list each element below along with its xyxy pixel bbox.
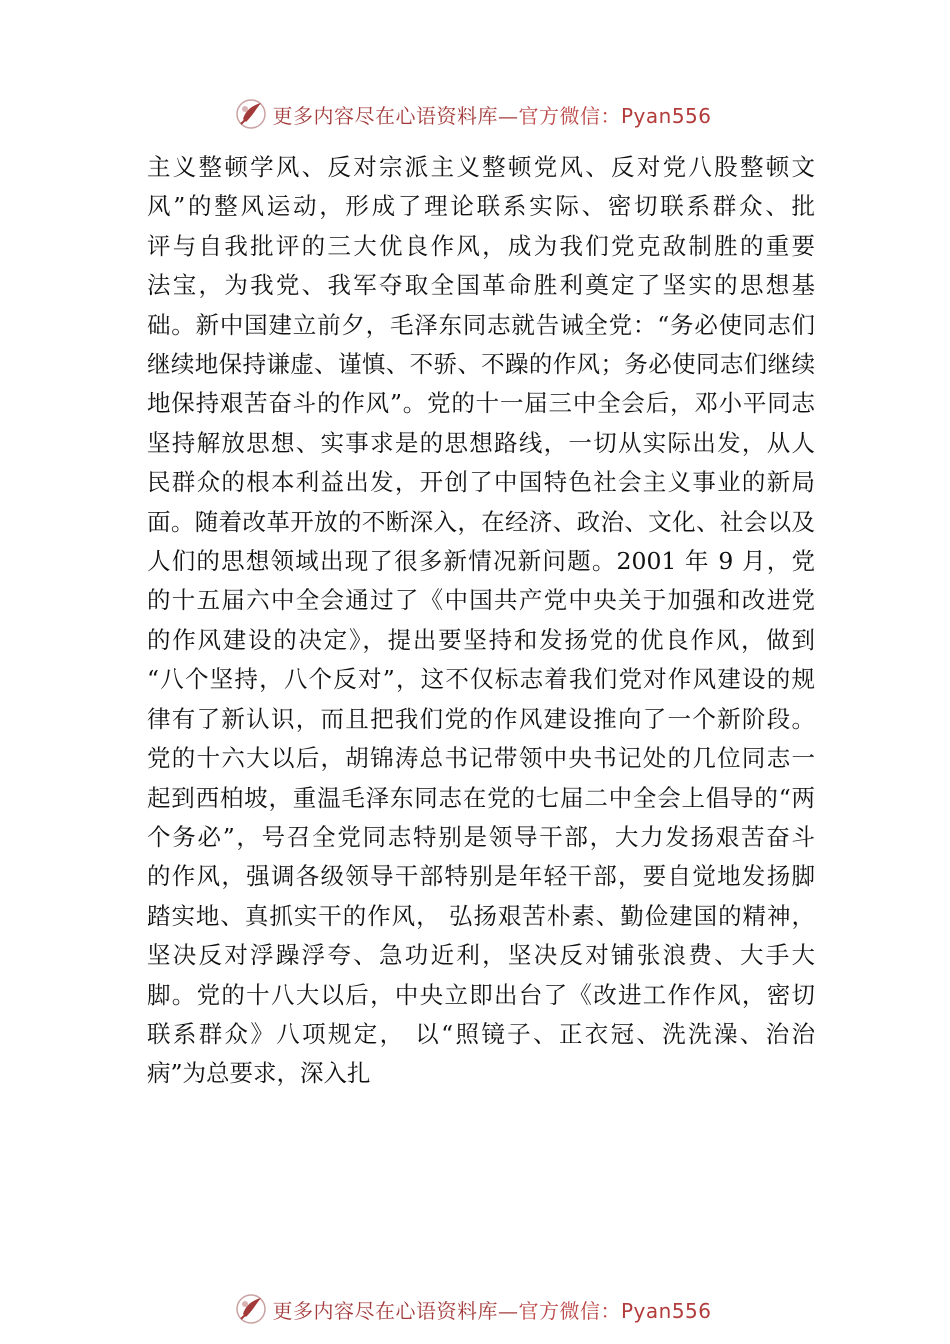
body-line: 的作风建设的决定》，提出要坚持和发扬党的优良作风，做到 <box>147 625 815 654</box>
body-line: 起到西柏坡，重温毛泽东同志在党的七届二中全会上倡导的“两 <box>147 783 815 812</box>
body-line: 坚持解放思想、实事求是的思想路线，一切从实际出发，从人 <box>147 428 815 457</box>
body-line: 础。新中国建立前夕，毛泽东同志就告诫全党：“务必使同志们 <box>147 310 815 339</box>
header-dash: — <box>497 103 519 128</box>
body-line: 继续地保持谦虚、谨慎、不骄、不躁的作风；务必使同志们继续 <box>147 350 815 379</box>
header-banner <box>0 94 950 134</box>
body-line: 律有了新认识，而且把我们党的作风建设推向了一个新阶段。 <box>147 704 815 733</box>
document-body <box>147 148 815 1094</box>
body-line: 的十五届六中全会通过了《中国共产党中央关于加强和改进党 <box>147 586 815 615</box>
header-brand: 更多内容尽在心语资料库 <box>272 103 498 128</box>
body-line: 人们的思想领域出现了很多新情况新问题。2001 年 9 月，党 <box>147 547 815 576</box>
footer-brand: 更多内容尽在心语资料库 <box>272 1298 498 1323</box>
body-line: 法宝，为我党、我军夺取全国革命胜利奠定了坚实的思想基 <box>147 271 815 300</box>
footer-dash: — <box>497 1298 519 1323</box>
body-line: 地保持艰苦奋斗的作风”。党的十一届三中全会后，邓小平同志 <box>147 389 815 418</box>
body-line: 党的十六大以后，胡锦涛总书记带领中央书记处的几位同志一 <box>147 744 815 773</box>
header-handle: Pyan556 <box>620 103 712 128</box>
body-line: 踏实地、真抓实干的作风， 弘扬艰苦朴素、勤俭建国的精神， <box>147 901 815 930</box>
body-line: “八个坚持，八个反对”，这不仅标志着我们党对作风建设的规 <box>147 665 815 694</box>
body-line: 民群众的根本利益出发，开创了中国特色社会主义事业的新局 <box>147 468 815 497</box>
body-line: 坚决反对浮躁浮夸、急功近利，坚决反对铺张浪费、大手大 <box>147 941 815 970</box>
body-line: 病”为总要求，深入扎 <box>147 1059 371 1088</box>
footer-label: 官方微信： <box>518 1298 621 1323</box>
header-label: 官方微信： <box>518 103 621 128</box>
footer-banner <box>0 1289 950 1329</box>
brand-logo-icon <box>234 1292 268 1326</box>
body-line: 个务必”，号召全党同志特别是领导干部，大力发扬艰苦奋斗 <box>147 822 815 851</box>
brand-logo-icon <box>234 97 268 131</box>
header-text <box>272 100 711 129</box>
body-line: 评与自我批评的三大优良作风，成为我们党克敌制胜的重要 <box>147 231 815 260</box>
body-line: 风”的整风运动，形成了理论联系实际、密切联系群众、批 <box>147 192 815 221</box>
body-line: 的作风，强调各级领导干部特别是年轻干部，要自觉地发扬脚 <box>147 862 815 891</box>
footer-handle: Pyan556 <box>620 1298 712 1323</box>
footer-text <box>272 1295 711 1324</box>
body-line: 主义整顿学风、反对宗派主义整顿党风、反对党八股整顿文 <box>147 153 815 181</box>
body-line: 面。随着改革开放的不断深入，在经济、政治、文化、社会以及 <box>147 507 815 536</box>
body-line: 联系群众》八项规定， 以“照镜子、正衣冠、洗洗澡、治治 <box>147 1019 815 1048</box>
body-line: 脚。党的十八大以后，中央立即出台了《改进工作作风，密切 <box>147 980 815 1009</box>
